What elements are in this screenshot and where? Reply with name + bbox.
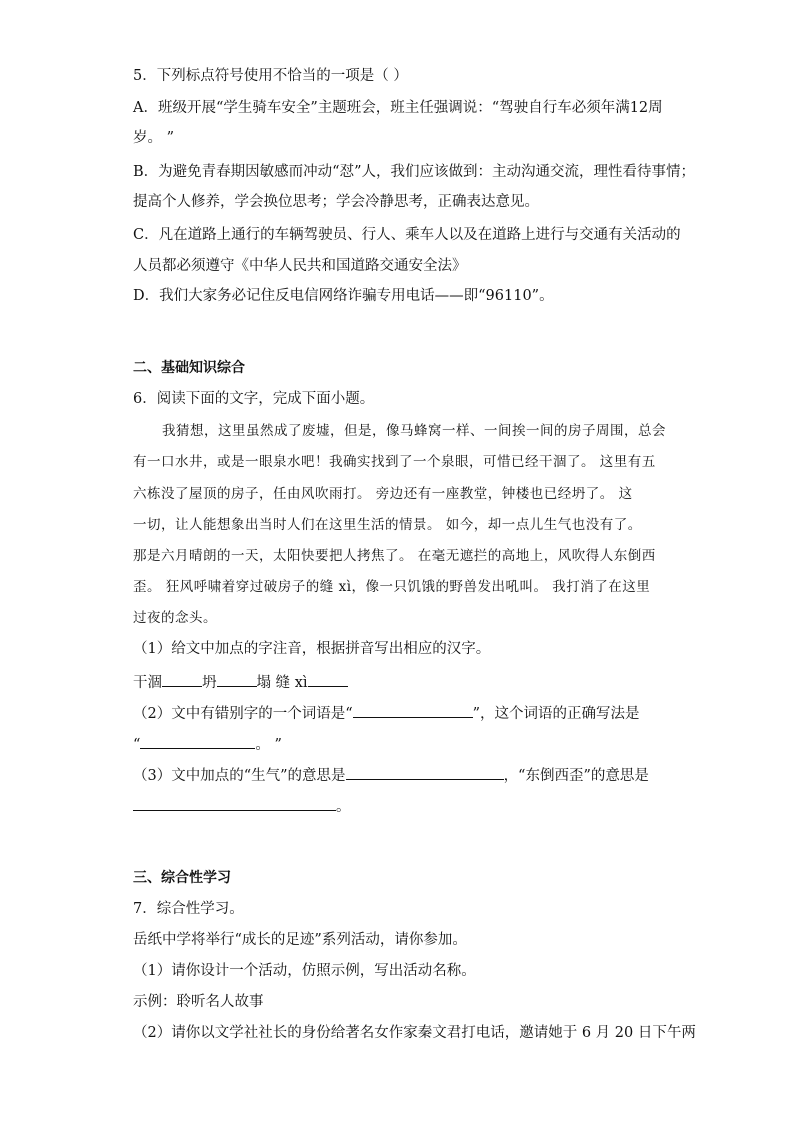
q7-example: 示例：聆听名人故事 <box>133 994 264 1010</box>
q6-sub3-cont <box>133 796 351 816</box>
q5-option-c-cont: 人员都必须遵守《中华人民共和国道路交通安全法》 <box>133 258 467 274</box>
q6-sub2 <box>133 703 640 723</box>
passage-line: 歪。 狂风呼啸着穿过破房子的缝 xì，像一只饥饿的野兽发出吼叫。 我打消了在这里 <box>133 579 651 595</box>
fill-word-1: 干涸 <box>133 675 162 691</box>
sub2-quote-open: “ <box>133 737 141 753</box>
fill-word-2: 坍 <box>202 675 217 691</box>
q7-sub1: （1）请你设计一个活动，仿照示例，写出活动名称。 <box>133 963 476 979</box>
answer-blank[interactable] <box>217 672 257 687</box>
q7-stem: 7．综合性学习。 <box>133 901 244 917</box>
sub2-prefix: （2）文中有错别字的一个词语是“ <box>133 706 353 722</box>
passage-line: 过夜的念头。 <box>133 610 217 626</box>
q6-sub3 <box>133 765 649 785</box>
sub2-quote-close: 。 ” <box>255 737 282 753</box>
passage-line: 六栋没了屋顶的房子，任由风吹雨打。 旁边还有一座教堂，钟楼也已经坍了。 这 <box>133 486 633 502</box>
answer-blank[interactable] <box>346 765 504 780</box>
sub3-middle: ，“东倒西歪”的意思是 <box>503 768 649 784</box>
section-2-title: 二、基础知识综合 <box>133 360 245 376</box>
q5-option-c: C．凡在道路上通行的车辆驾驶员、行人、乘车人以及在道路上进行与交通有关活动的 <box>133 227 681 243</box>
q5-option-b-cont: 提高个人修养，学会换位思考；学会冷静思考，正确表达意见。 <box>133 194 539 210</box>
passage-line: 那是六月晴朗的一天，太阳快要把人拷焦了。 在毫无遮拦的高地上，风吹得人东倒西 <box>133 548 656 564</box>
q7-intro: 岳纸中学将举行“成长的足迹”系列活动，请你参加。 <box>133 932 467 948</box>
answer-blank[interactable] <box>140 734 255 749</box>
answer-blank[interactable] <box>162 672 202 687</box>
section-3-title: 三、综合性学习 <box>133 870 231 886</box>
answer-blank[interactable] <box>133 796 336 811</box>
sub2-suffix: ”，这个词语的正确写法是 <box>472 706 640 722</box>
passage-line: 有一口水井，或是一眼泉水吧！我确实找到了一个泉眼，可惜已经干涸了。 这里有五 <box>133 454 656 470</box>
answer-blank[interactable] <box>353 703 473 718</box>
fill-word-4: 缝 xì <box>275 675 308 691</box>
q6-sub1: （1）给文中加点的字注音，根据拼音写出相应的汉字。 <box>133 641 491 657</box>
q6-sub2-cont <box>133 734 282 754</box>
q5-stem: 5．下列标点符号使用不恰当的一项是（ ） <box>133 68 408 84</box>
fill-word-3: 塌 <box>256 675 271 691</box>
passage-line: 我猜想，这里虽然成了废墟，但是，像马蜂窝一样、一间挨一间的房子周围，总会 <box>162 423 666 439</box>
sub3-end: 。 <box>336 799 351 815</box>
q5-option-a-cont: 岁。 ” <box>133 130 175 146</box>
answer-blank[interactable] <box>308 672 348 687</box>
q6-fill-row <box>133 672 348 692</box>
q5-option-d: D．我们大家务必记住反电信网络诈骗专用电话——即“96110”。 <box>133 288 554 304</box>
q7-sub2: （2）请你以文学社社长的身份给著名女作家秦文君打电话，邀请她于 6 月 20 日下午两 <box>133 1025 696 1041</box>
passage-line: 一切，让人能想象出当时人们在这里生活的情景。 如今，却一点儿生气也没有了。 <box>133 517 642 533</box>
q5-option-a: A．班级开展“学生骑车安全”主题班会，班主任强调说：“驾驶自行车必须年满12周 <box>133 100 663 116</box>
q5-option-b: B．为避免青春期因敏感而冲动“怼”人，我们应该做到：主动沟通交流，理性看待事情； <box>133 164 695 180</box>
q6-stem: 6．阅读下面的文字，完成下面小题。 <box>133 391 375 407</box>
sub3-prefix: （3）文中加点的“生气”的意思是 <box>133 768 346 784</box>
